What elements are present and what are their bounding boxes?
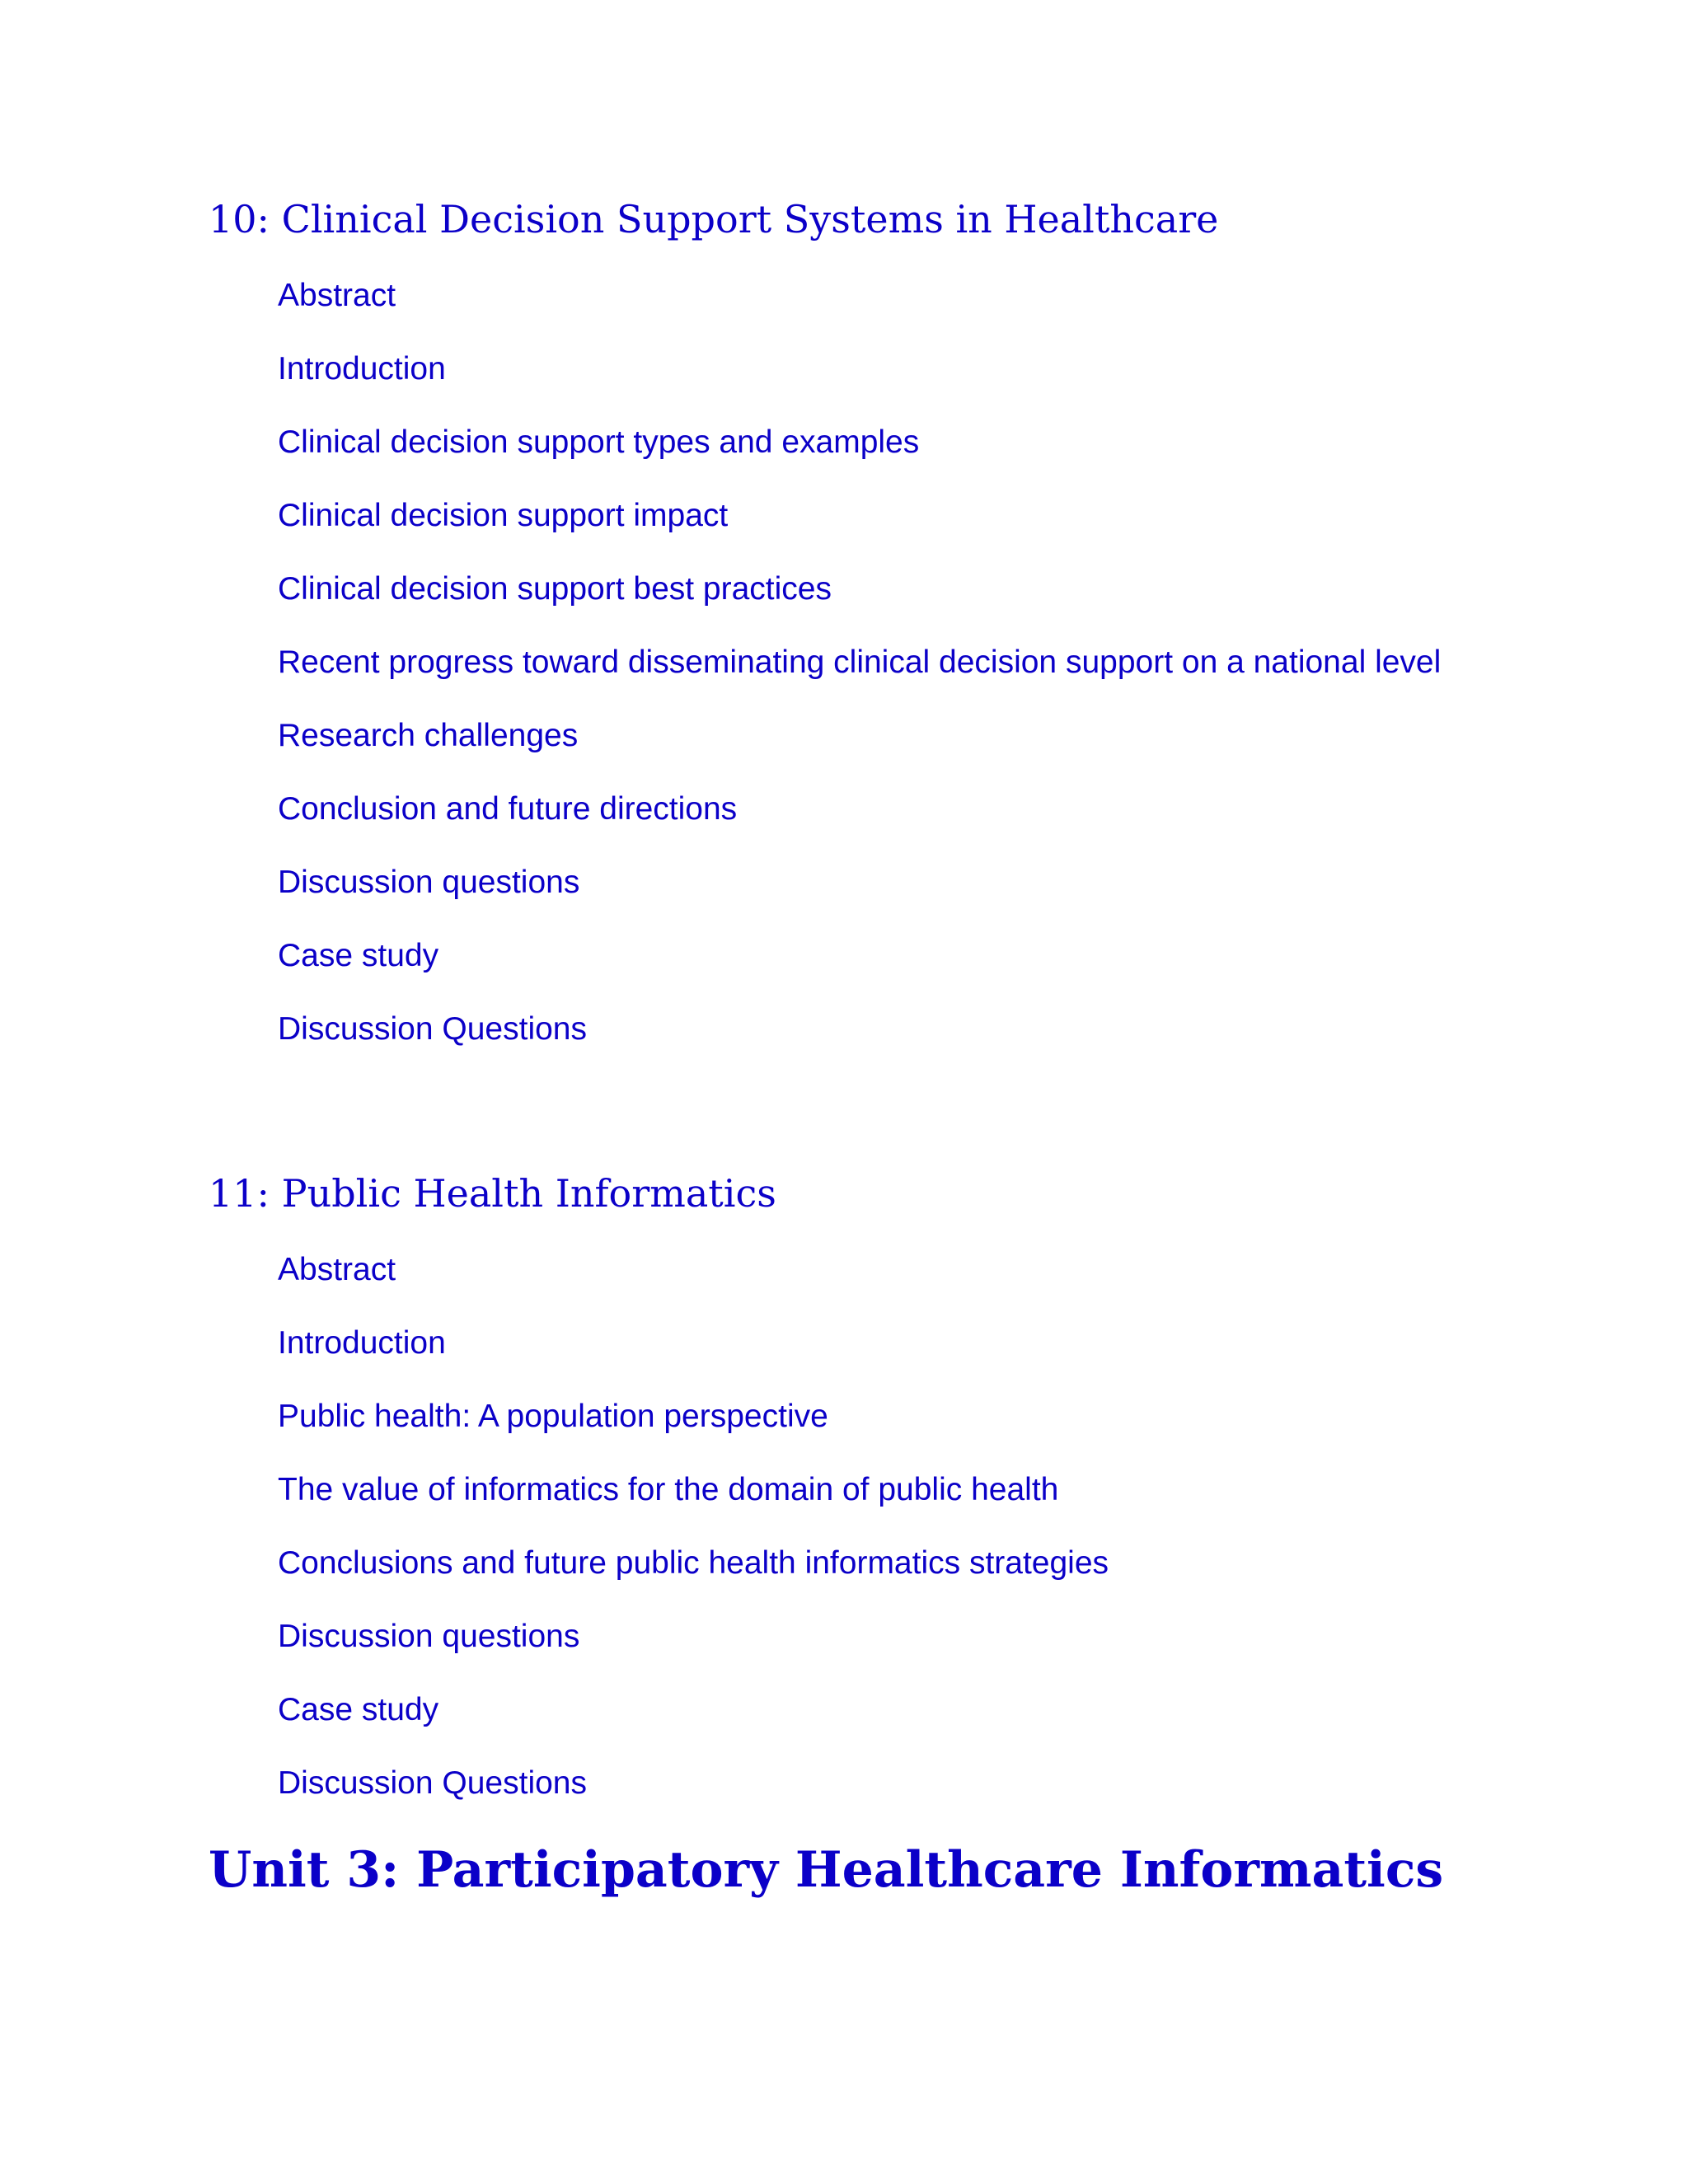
unit-3-title[interactable]: Unit 3: Participatory Healthcare Informatics (209, 1841, 1444, 1899)
toc-link-case-study[interactable]: Case study (278, 1692, 439, 1727)
toc-link-cds-impact[interactable]: Clinical decision support impact (278, 498, 729, 533)
chapter-10-toc-list (278, 277, 1465, 1048)
toc-link-population-perspective[interactable]: Public health: A population perspective (278, 1399, 828, 1434)
toc-link-abstract[interactable]: Abstract (278, 1252, 396, 1287)
toc-link-introduction[interactable]: Introduction (278, 351, 446, 387)
toc-link-discussion-questions-case[interactable]: Discussion Questions (278, 1765, 587, 1801)
toc-link-discussion-questions[interactable]: Discussion questions (278, 1619, 580, 1654)
toc-link-case-study[interactable]: Case study (278, 938, 439, 973)
chapter-11-toc-list (278, 1251, 1465, 1802)
toc-link-conclusions-strategies[interactable]: Conclusions and future public health informatics strategies (278, 1545, 1109, 1581)
toc-link-discussion-questions-case[interactable]: Discussion Questions (278, 1011, 587, 1047)
chapter-11-title[interactable]: 11: Public Health Informatics (209, 1171, 776, 1216)
chapter-10-title[interactable]: 10: Clinical Decision Support Systems in Healthcare (209, 197, 1219, 241)
toc-link-value-of-informatics[interactable]: The value of informatics for the domain of public health (278, 1472, 1059, 1507)
toc-link-recent-progress[interactable]: Recent progress toward disseminating clinical decision support on a national level (278, 644, 1442, 680)
toc-link-cds-best-practices[interactable]: Clinical decision support best practices (278, 571, 832, 607)
toc-link-discussion-questions[interactable]: Discussion questions (278, 865, 580, 900)
toc-link-cds-types-and-examples[interactable]: Clinical decision support types and examples (278, 424, 920, 460)
toc-link-research-challenges[interactable]: Research challenges (278, 718, 579, 753)
toc-link-conclusion-future-directions[interactable]: Conclusion and future directions (278, 791, 738, 827)
toc-link-abstract[interactable]: Abstract (278, 278, 396, 313)
toc-link-introduction[interactable]: Introduction (278, 1325, 446, 1361)
